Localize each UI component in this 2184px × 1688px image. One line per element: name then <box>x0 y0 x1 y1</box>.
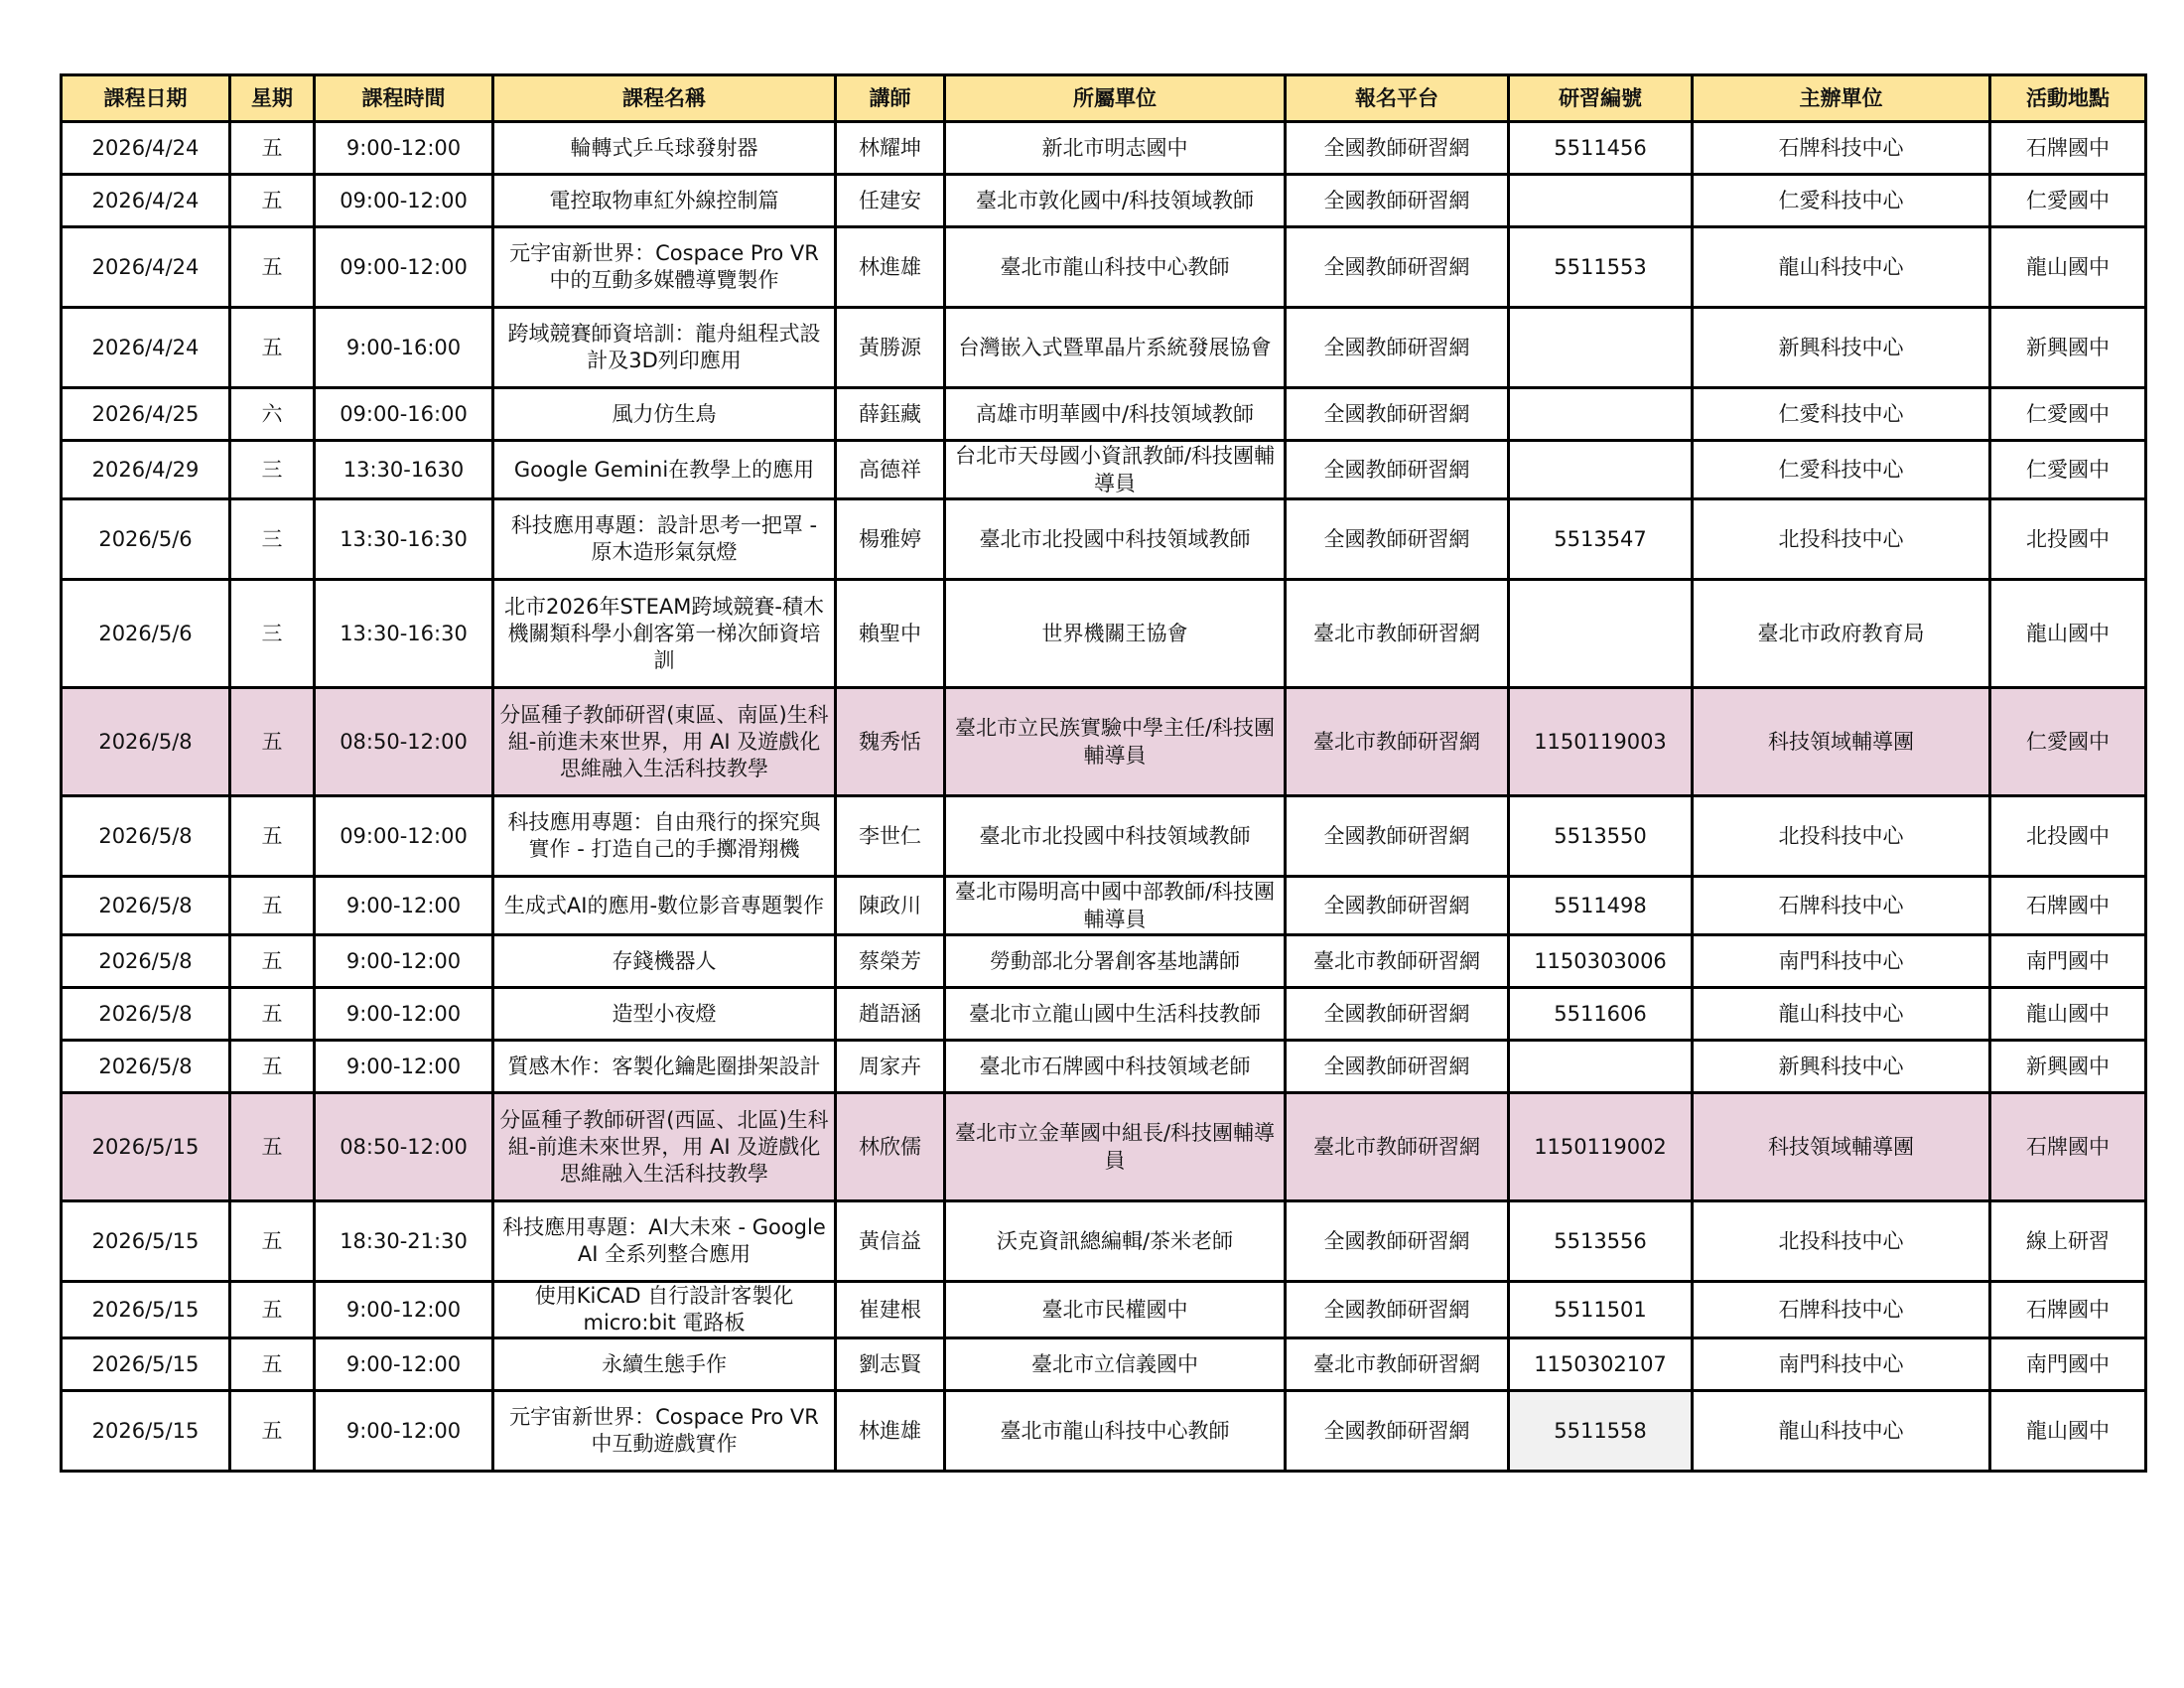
course-name-cell: 科技應用專題：AI大未來 - Google AI 全系列整合應用 <box>493 1201 836 1282</box>
course-name-cell: 質感木作：客製化鑰匙圈掛架設計 <box>493 1041 836 1093</box>
platform-cell: 全國教師研習網 <box>1286 1391 1509 1472</box>
time-cell: 18:30-21:30 <box>315 1201 493 1282</box>
table-row <box>62 1093 2146 1201</box>
unit-cell: 臺北市敦化國中/科技領域教師 <box>945 175 1286 227</box>
venue-cell: 北投國中 <box>1990 499 2146 580</box>
venue-cell: 龍山國中 <box>1990 988 2146 1041</box>
table-row <box>62 227 2146 308</box>
teacher-cell: 黃信益 <box>836 1201 945 1282</box>
host-cell: 仁愛科技中心 <box>1693 441 1990 499</box>
time-cell: 9:00-12:00 <box>315 1282 493 1338</box>
time-cell: 13:30-1630 <box>315 441 493 499</box>
day-cell: 五 <box>230 688 315 796</box>
date-cell: 2026/5/8 <box>62 796 230 877</box>
day-cell: 五 <box>230 877 315 935</box>
unit-cell: 沃克資訊總編輯/茶米老師 <box>945 1201 1286 1282</box>
host-cell: 北投科技中心 <box>1693 1201 1990 1282</box>
host-cell: 南門科技中心 <box>1693 935 1990 988</box>
teacher-cell: 周家卉 <box>836 1041 945 1093</box>
time-cell: 09:00-16:00 <box>315 388 493 441</box>
venue-cell: 石牌國中 <box>1990 877 2146 935</box>
date-cell: 2026/4/24 <box>62 227 230 308</box>
unit-cell: 臺北市龍山科技中心教師 <box>945 1391 1286 1472</box>
host-cell: 石牌科技中心 <box>1693 1282 1990 1338</box>
date-cell: 2026/5/8 <box>62 877 230 935</box>
day-cell: 三 <box>230 441 315 499</box>
header-venue: 活動地點 <box>1990 75 2146 122</box>
unit-cell: 台灣嵌入式暨單晶片系統發展協會 <box>945 308 1286 388</box>
day-cell: 五 <box>230 1201 315 1282</box>
table-row <box>62 175 2146 227</box>
code-cell <box>1509 441 1693 499</box>
date-cell: 2026/4/29 <box>62 441 230 499</box>
code-cell: 5513550 <box>1509 796 1693 877</box>
venue-cell: 線上研習 <box>1990 1201 2146 1282</box>
unit-cell: 高雄市明華國中/科技領域教師 <box>945 388 1286 441</box>
course-name-cell: 風力仿生鳥 <box>493 388 836 441</box>
platform-cell: 全國教師研習網 <box>1286 877 1509 935</box>
day-cell: 五 <box>230 988 315 1041</box>
date-cell: 2026/4/24 <box>62 308 230 388</box>
course-name-cell: Google Gemini在教學上的應用 <box>493 441 836 499</box>
venue-cell: 仁愛國中 <box>1990 688 2146 796</box>
unit-cell: 勞動部北分署創客基地講師 <box>945 935 1286 988</box>
date-cell: 2026/5/8 <box>62 1041 230 1093</box>
time-cell: 09:00-12:00 <box>315 175 493 227</box>
table-row <box>62 1282 2146 1338</box>
time-cell: 09:00-12:00 <box>315 227 493 308</box>
code-cell: 5511558 <box>1509 1391 1693 1472</box>
teacher-cell: 林進雄 <box>836 227 945 308</box>
day-cell: 六 <box>230 388 315 441</box>
date-cell: 2026/5/15 <box>62 1338 230 1391</box>
teacher-cell: 魏秀恬 <box>836 688 945 796</box>
header-row <box>62 75 2146 122</box>
platform-cell: 全國教師研習網 <box>1286 1041 1509 1093</box>
host-cell: 臺北市政府教育局 <box>1693 580 1990 688</box>
code-cell <box>1509 388 1693 441</box>
course-name-cell: 生成式AI的應用-數位影音專題製作 <box>493 877 836 935</box>
day-cell: 五 <box>230 308 315 388</box>
day-cell: 三 <box>230 499 315 580</box>
table-row <box>62 877 2146 935</box>
table-row <box>62 122 2146 175</box>
time-cell: 9:00-16:00 <box>315 308 493 388</box>
day-cell: 五 <box>230 227 315 308</box>
day-cell: 五 <box>230 1282 315 1338</box>
teacher-cell: 崔建根 <box>836 1282 945 1338</box>
teacher-cell: 林耀坤 <box>836 122 945 175</box>
date-cell: 2026/4/24 <box>62 122 230 175</box>
unit-cell: 臺北市龍山科技中心教師 <box>945 227 1286 308</box>
header-time: 課程時間 <box>315 75 493 122</box>
course-name-cell: 科技應用專題：設計思考一把罩 - 原木造形氣氛燈 <box>493 499 836 580</box>
platform-cell: 全國教師研習網 <box>1286 308 1509 388</box>
table-row <box>62 308 2146 388</box>
date-cell: 2026/5/8 <box>62 688 230 796</box>
host-cell: 石牌科技中心 <box>1693 122 1990 175</box>
code-cell <box>1509 580 1693 688</box>
time-cell: 08:50-12:00 <box>315 1093 493 1201</box>
venue-cell: 仁愛國中 <box>1990 441 2146 499</box>
unit-cell: 世界機關王協會 <box>945 580 1286 688</box>
time-cell: 09:00-12:00 <box>315 796 493 877</box>
platform-cell: 全國教師研習網 <box>1286 1282 1509 1338</box>
platform-cell: 臺北市教師研習網 <box>1286 1093 1509 1201</box>
venue-cell: 仁愛國中 <box>1990 388 2146 441</box>
unit-cell: 臺北市民權國中 <box>945 1282 1286 1338</box>
host-cell: 新興科技中心 <box>1693 308 1990 388</box>
date-cell: 2026/4/24 <box>62 175 230 227</box>
course-name-cell: 使用KiCAD 自行設計客製化 micro:bit 電路板 <box>493 1282 836 1338</box>
course-name-cell: 電控取物車紅外線控制篇 <box>493 175 836 227</box>
unit-cell: 臺北市立信義國中 <box>945 1338 1286 1391</box>
teacher-cell: 趙語涵 <box>836 988 945 1041</box>
teacher-cell: 任建安 <box>836 175 945 227</box>
time-cell: 9:00-12:00 <box>315 988 493 1041</box>
platform-cell: 臺北市教師研習網 <box>1286 580 1509 688</box>
day-cell: 五 <box>230 175 315 227</box>
unit-cell: 臺北市北投國中科技領域教師 <box>945 499 1286 580</box>
time-cell: 9:00-12:00 <box>315 877 493 935</box>
code-cell: 1150303006 <box>1509 935 1693 988</box>
date-cell: 2026/5/15 <box>62 1282 230 1338</box>
code-cell: 5511456 <box>1509 122 1693 175</box>
date-cell: 2026/5/8 <box>62 935 230 988</box>
code-cell: 5511606 <box>1509 988 1693 1041</box>
unit-cell: 新北市明志國中 <box>945 122 1286 175</box>
code-cell <box>1509 1041 1693 1093</box>
time-cell: 08:50-12:00 <box>315 688 493 796</box>
code-cell: 5511501 <box>1509 1282 1693 1338</box>
time-cell: 9:00-12:00 <box>315 935 493 988</box>
time-cell: 9:00-12:00 <box>315 122 493 175</box>
course-name-cell: 元宇宙新世界：Cospace Pro VR 中互動遊戲實作 <box>493 1391 836 1472</box>
teacher-cell: 李世仁 <box>836 796 945 877</box>
course-name-cell: 分區種子教師研習(西區、北區)生科組-前進未來世界，用 AI 及遊戲化思維融入生活科技教學 <box>493 1093 836 1201</box>
host-cell: 石牌科技中心 <box>1693 877 1990 935</box>
table-row <box>62 1338 2146 1391</box>
platform-cell: 全國教師研習網 <box>1286 988 1509 1041</box>
venue-cell: 南門國中 <box>1990 935 2146 988</box>
teacher-cell: 薛鈺藏 <box>836 388 945 441</box>
venue-cell: 石牌國中 <box>1990 1093 2146 1201</box>
code-cell: 1150119003 <box>1509 688 1693 796</box>
code-cell: 1150119002 <box>1509 1093 1693 1201</box>
date-cell: 2026/5/6 <box>62 580 230 688</box>
date-cell: 2026/5/15 <box>62 1391 230 1472</box>
venue-cell: 石牌國中 <box>1990 122 2146 175</box>
time-cell: 9:00-12:00 <box>315 1041 493 1093</box>
header-host: 主辦單位 <box>1693 75 1990 122</box>
header-code: 研習編號 <box>1509 75 1693 122</box>
host-cell: 仁愛科技中心 <box>1693 175 1990 227</box>
venue-cell: 新興國中 <box>1990 1041 2146 1093</box>
teacher-cell: 高德祥 <box>836 441 945 499</box>
day-cell: 五 <box>230 1041 315 1093</box>
date-cell: 2026/5/15 <box>62 1093 230 1201</box>
teacher-cell: 賴聖中 <box>836 580 945 688</box>
code-cell: 5511498 <box>1509 877 1693 935</box>
table-row <box>62 796 2146 877</box>
table-row <box>62 688 2146 796</box>
table-row <box>62 935 2146 988</box>
platform-cell: 全國教師研習網 <box>1286 499 1509 580</box>
platform-cell: 臺北市教師研習網 <box>1286 935 1509 988</box>
day-cell: 五 <box>230 1391 315 1472</box>
header-platform: 報名平台 <box>1286 75 1509 122</box>
header-unit: 所屬單位 <box>945 75 1286 122</box>
platform-cell: 全國教師研習網 <box>1286 227 1509 308</box>
date-cell: 2026/4/25 <box>62 388 230 441</box>
table-row <box>62 1391 2146 1472</box>
host-cell: 龍山科技中心 <box>1693 988 1990 1041</box>
unit-cell: 臺北市石牌國中科技領域老師 <box>945 1041 1286 1093</box>
course-name-cell: 造型小夜燈 <box>493 988 836 1041</box>
day-cell: 五 <box>230 122 315 175</box>
platform-cell: 臺北市教師研習網 <box>1286 688 1509 796</box>
platform-cell: 全國教師研習網 <box>1286 1201 1509 1282</box>
course-name-cell: 元宇宙新世界：Cospace Pro VR 中的互動多媒體導覽製作 <box>493 227 836 308</box>
platform-cell: 全國教師研習網 <box>1286 122 1509 175</box>
code-cell: 5511553 <box>1509 227 1693 308</box>
date-cell: 2026/5/6 <box>62 499 230 580</box>
teacher-cell: 蔡榮芳 <box>836 935 945 988</box>
header-day: 星期 <box>230 75 315 122</box>
header-teacher: 講師 <box>836 75 945 122</box>
teacher-cell: 楊雅婷 <box>836 499 945 580</box>
time-cell: 9:00-12:00 <box>315 1391 493 1472</box>
day-cell: 三 <box>230 580 315 688</box>
teacher-cell: 黃勝源 <box>836 308 945 388</box>
host-cell: 科技領域輔導團 <box>1693 1093 1990 1201</box>
venue-cell: 南門國中 <box>1990 1338 2146 1391</box>
platform-cell: 全國教師研習網 <box>1286 441 1509 499</box>
host-cell: 科技領域輔導團 <box>1693 688 1990 796</box>
venue-cell: 新興國中 <box>1990 308 2146 388</box>
venue-cell: 龍山國中 <box>1990 227 2146 308</box>
host-cell: 龍山科技中心 <box>1693 1391 1990 1472</box>
day-cell: 五 <box>230 796 315 877</box>
host-cell: 新興科技中心 <box>1693 1041 1990 1093</box>
unit-cell: 臺北市陽明高中國中部教師/科技團輔導員 <box>945 877 1286 935</box>
course-name-cell: 分區種子教師研習(東區、南區)生科組-前進未來世界，用 AI 及遊戲化思維融入生活科技教學 <box>493 688 836 796</box>
table-row <box>62 499 2146 580</box>
teacher-cell: 劉志賢 <box>836 1338 945 1391</box>
course-name-cell: 輪轉式乒乓球發射器 <box>493 122 836 175</box>
table-row <box>62 441 2146 499</box>
course-name-cell: 永續生態手作 <box>493 1338 836 1391</box>
unit-cell: 臺北市立民族實驗中學主任/科技團輔導員 <box>945 688 1286 796</box>
table-row <box>62 988 2146 1041</box>
course-name-cell: 存錢機器人 <box>493 935 836 988</box>
day-cell: 五 <box>230 1093 315 1201</box>
venue-cell: 龍山國中 <box>1990 1391 2146 1472</box>
unit-cell: 台北市天母國小資訊教師/科技團輔導員 <box>945 441 1286 499</box>
table-row <box>62 1041 2146 1093</box>
platform-cell: 全國教師研習網 <box>1286 796 1509 877</box>
time-cell: 13:30-16:30 <box>315 499 493 580</box>
teacher-cell: 林欣儒 <box>836 1093 945 1201</box>
platform-cell: 全國教師研習網 <box>1286 175 1509 227</box>
teacher-cell: 陳政川 <box>836 877 945 935</box>
header-date: 課程日期 <box>62 75 230 122</box>
table-row <box>62 580 2146 688</box>
venue-cell: 北投國中 <box>1990 796 2146 877</box>
host-cell: 北投科技中心 <box>1693 796 1990 877</box>
header-course: 課程名稱 <box>493 75 836 122</box>
table-row <box>62 1201 2146 1282</box>
code-cell: 5513547 <box>1509 499 1693 580</box>
course-schedule-sheet <box>60 73 2147 1473</box>
venue-cell: 仁愛國中 <box>1990 175 2146 227</box>
host-cell: 南門科技中心 <box>1693 1338 1990 1391</box>
venue-cell: 龍山國中 <box>1990 580 2146 688</box>
host-cell: 北投科技中心 <box>1693 499 1990 580</box>
course-name-cell: 科技應用專題：自由飛行的探究與實作 - 打造自己的手擲滑翔機 <box>493 796 836 877</box>
unit-cell: 臺北市立金華國中組長/科技團輔導員 <box>945 1093 1286 1201</box>
date-cell: 2026/5/15 <box>62 1201 230 1282</box>
code-cell: 5513556 <box>1509 1201 1693 1282</box>
platform-cell: 全國教師研習網 <box>1286 388 1509 441</box>
course-schedule-table <box>60 73 2147 1473</box>
venue-cell: 石牌國中 <box>1990 1282 2146 1338</box>
code-cell <box>1509 175 1693 227</box>
host-cell: 龍山科技中心 <box>1693 227 1990 308</box>
time-cell: 9:00-12:00 <box>315 1338 493 1391</box>
code-cell: 1150302107 <box>1509 1338 1693 1391</box>
unit-cell: 臺北市立龍山國中生活科技教師 <box>945 988 1286 1041</box>
code-cell <box>1509 308 1693 388</box>
platform-cell: 臺北市教師研習網 <box>1286 1338 1509 1391</box>
day-cell: 五 <box>230 935 315 988</box>
unit-cell: 臺北市北投國中科技領域教師 <box>945 796 1286 877</box>
course-name-cell: 北市2026年STEAM跨域競賽-積木機關類科學小創客第一梯次師資培訓 <box>493 580 836 688</box>
time-cell: 13:30-16:30 <box>315 580 493 688</box>
day-cell: 五 <box>230 1338 315 1391</box>
teacher-cell: 林進雄 <box>836 1391 945 1472</box>
host-cell: 仁愛科技中心 <box>1693 388 1990 441</box>
course-name-cell: 跨域競賽師資培訓：龍舟組程式設計及3D列印應用 <box>493 308 836 388</box>
date-cell: 2026/5/8 <box>62 988 230 1041</box>
table-row <box>62 388 2146 441</box>
